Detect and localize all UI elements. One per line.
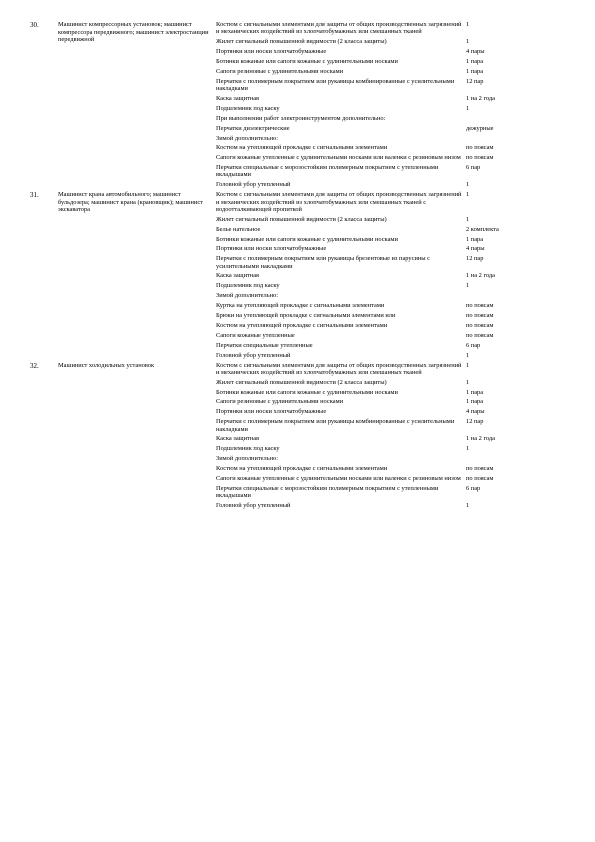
- ppe-item: [216, 362, 521, 377]
- table-row-30: [30, 21, 520, 191]
- ppe-item: [216, 255, 521, 270]
- ppe-item-name: Сапоги резиновые с удлинительными носками: [216, 398, 344, 406]
- ppe-item-quantity: по поясам: [466, 302, 494, 310]
- ppe-item-name: Каска защитная: [216, 272, 259, 280]
- ppe-item: [216, 379, 521, 386]
- ppe-item-quantity: 1: [466, 351, 470, 359]
- ppe-item-name: Костюм на утепляющей прокладке с сигнальными элементами: [216, 144, 388, 152]
- ppe-item-name: Жилет сигнальный повышенной видимости (2 класса защиты): [216, 215, 387, 223]
- ppe-item-name: Ботинки кожаные или сапоги кожаные с удлинительными носками: [216, 57, 398, 65]
- ppe-item-quantity: 1: [466, 215, 470, 223]
- ppe-item: [216, 48, 521, 55]
- ppe-item: [216, 312, 521, 319]
- ppe-item-quantity: 1: [466, 104, 470, 112]
- ppe-item-quantity: 4 пары: [466, 48, 485, 56]
- subheading-row: [216, 135, 521, 142]
- ppe-item: [216, 282, 521, 289]
- ppe-item-quantity: 1 на 2 года: [466, 272, 496, 280]
- ppe-item-quantity: 6 пар: [466, 484, 481, 492]
- subheading-text: Зимой дополнительно:: [216, 455, 279, 463]
- ppe-item: [216, 58, 521, 65]
- ppe-item: [216, 332, 521, 339]
- ppe-item-quantity: 1: [466, 191, 470, 199]
- ppe-item-quantity: по поясам: [466, 144, 494, 152]
- ppe-item: [216, 95, 521, 102]
- ppe-item-quantity: дежурные: [466, 124, 494, 132]
- ppe-item: [216, 342, 521, 349]
- subheading-row: [216, 455, 521, 462]
- ppe-item: [216, 322, 521, 329]
- ppe-item-name: Ботинки кожаные или сапоги кожаные с удлинительными носками: [216, 235, 398, 243]
- ppe-item: [216, 245, 521, 252]
- ppe-item-name: Костюм с сигнальными элементами для защиты от общих производственных загрязнений и механических воздействий из хлопчатобумажных или смешанных тканей: [216, 361, 462, 376]
- ppe-item-quantity: по поясам: [466, 321, 494, 329]
- ppe-item: [216, 272, 521, 279]
- ppe-norms-table: [30, 21, 520, 512]
- subheading-text: Зимой дополнительно:: [216, 134, 279, 142]
- ppe-item-list: [216, 191, 521, 361]
- ppe-item-name: Портянки или носки хлопчатобумажные: [216, 48, 327, 56]
- ppe-item-name: Сапоги кожаные утепленные: [216, 331, 295, 339]
- ppe-item: [216, 21, 521, 36]
- table-row-31: [30, 191, 520, 361]
- ppe-item-quantity: 1 пара: [466, 57, 484, 65]
- ppe-item: [216, 465, 521, 472]
- ppe-item-name: Перчатки с полимерным покрытием или рукавицы брезентовые из парусины с усилительными накладками: [216, 255, 431, 270]
- ppe-item: [216, 191, 521, 213]
- ppe-item: [216, 125, 521, 132]
- subheading-row: [216, 292, 521, 299]
- ppe-item-quantity: по поясам: [466, 475, 494, 482]
- ppe-item-name: Подшлемник под каску: [216, 445, 280, 453]
- ppe-item-list: [216, 21, 521, 191]
- ppe-item-name: Портянки или носки хлопчатобумажные: [216, 245, 327, 253]
- ppe-item-name: Подшлемник под каску: [216, 282, 280, 290]
- ppe-item-quantity: 1 на 2 года: [466, 94, 496, 102]
- ppe-item: [216, 78, 521, 93]
- ppe-item-name: Брюки на утепляющей прокладке с сигнальными элементами или: [216, 312, 396, 320]
- ppe-item-name: Сапоги резиновые с удлинительными носками: [216, 67, 344, 75]
- ppe-item: [216, 418, 521, 433]
- ppe-item: [216, 105, 521, 112]
- subheading-text: Зимой дополнительно:: [216, 292, 279, 300]
- ppe-item-quantity: 1 пара: [466, 398, 484, 406]
- subheading-row: [216, 115, 521, 122]
- ppe-item-quantity: 4 пары: [466, 408, 485, 416]
- ppe-item: [216, 38, 521, 45]
- ppe-item-name: Жилет сигнальный повышенной видимости (2 класса защиты): [216, 378, 387, 386]
- ppe-item-name: Портянки или носки хлопчатобумажные: [216, 408, 327, 416]
- ppe-item-quantity: 1: [466, 21, 470, 28]
- ppe-item-name: Головной убор утепленный: [216, 502, 291, 510]
- ppe-item-quantity: 1 пара: [466, 67, 484, 75]
- ppe-item-quantity: 1: [466, 282, 470, 290]
- ppe-item-quantity: 1: [466, 361, 470, 369]
- ppe-item: [216, 216, 521, 223]
- row-number: 32.: [30, 361, 39, 370]
- ppe-item-name: Костюм с сигнальными элементами для защиты от общих производственных загрязнений и механических воздействий из хлопчатобумажных или смешанных тканей с водоотталкивающей пропиткой: [216, 191, 462, 213]
- ppe-item-list: [216, 362, 521, 512]
- ppe-item-name: Куртка на утепляющей прокладке с сигнальными элементами: [216, 302, 385, 310]
- ppe-item-quantity: 1 на 2 года: [466, 435, 496, 443]
- ppe-item-name: Перчатки с полимерным покрытием или рукавицы комбинированные с усилительными накладками: [216, 77, 455, 93]
- row-number: 30.: [30, 21, 39, 29]
- ppe-item-name: Костюм на утепляющей прокладке с сигнальными элементами: [216, 465, 388, 473]
- ppe-item-name: Каска защитная: [216, 94, 259, 102]
- ppe-item-quantity: 1: [466, 38, 470, 46]
- ppe-item-quantity: 1: [466, 181, 470, 189]
- ppe-item-quantity: 12 пар: [466, 418, 484, 426]
- ppe-item-name: Белье нательное: [216, 225, 261, 233]
- table-row-32: [30, 362, 520, 512]
- ppe-item-quantity: по поясам: [466, 331, 494, 339]
- ppe-item-quantity: 12 пар: [466, 255, 484, 263]
- ppe-item-quantity: по поясам: [466, 154, 494, 162]
- ppe-item-quantity: по поясам: [466, 312, 494, 320]
- ppe-item-name: Подшлемник под каску: [216, 104, 280, 112]
- ppe-item: [216, 398, 521, 405]
- ppe-item-name: Перчатки специальные утепленные: [216, 341, 313, 349]
- ppe-item: [216, 389, 521, 396]
- ppe-item: [216, 408, 521, 415]
- profession-name: Машинист холодильных установок: [58, 361, 155, 369]
- ppe-item-name: Жилет сигнальный повышенной видимости (2 класса защиты): [216, 38, 387, 46]
- ppe-item-name: Костюм с сигнальными элементами для защиты от общих производственных загрязнений и механических воздействий из хлопчатобумажных или смешанных тканей: [216, 21, 462, 36]
- ppe-item-name: Ботинки кожаные или сапоги кожаные с удлинительными носками: [216, 388, 398, 396]
- profession-name: Машинист крана автомобильного; машинист бульдозера; машинист крана (крановщик); машинист экскаватора: [58, 191, 203, 214]
- ppe-item-quantity: 12 пар: [466, 77, 484, 85]
- ppe-item: [216, 352, 521, 359]
- ppe-item-quantity: 4 пары: [466, 245, 485, 253]
- ppe-item: [216, 475, 521, 482]
- ppe-item-quantity: 2 комплекта: [466, 225, 499, 233]
- ppe-item: [216, 154, 521, 161]
- ppe-item: [216, 236, 521, 243]
- ppe-item-name: Перчатки диэлектрические: [216, 124, 290, 132]
- subheading-text: При выполнении работ электроинструментом дополнительно:: [216, 114, 386, 122]
- ppe-item-quantity: 1: [466, 502, 470, 510]
- ppe-item-quantity: 6 пар: [466, 164, 481, 172]
- row-number: 31.: [30, 191, 39, 200]
- ppe-item-name: Головной убор утепленный: [216, 181, 291, 189]
- ppe-item: [216, 164, 521, 179]
- ppe-item-quantity: по поясам: [466, 465, 494, 473]
- ppe-item-quantity: 1: [466, 378, 470, 386]
- ppe-item-quantity: 1: [466, 445, 470, 453]
- ppe-item: [216, 226, 521, 233]
- ppe-item-name: Перчатки специальные с морозостойким полимерным покрытием с утепленными вкладышами: [216, 164, 439, 179]
- profession-name: Машинист компрессорных установок; машинист компрессора передвижного; машинист электростанции передвижной: [58, 21, 209, 43]
- ppe-item: [216, 181, 521, 188]
- ppe-item: [216, 68, 521, 75]
- ppe-item-name: Сапоги кожаные утепленные с удлинительными носками или валенки с резиновым низом: [216, 154, 461, 162]
- ppe-item-quantity: 1 пара: [466, 235, 484, 243]
- ppe-item-name: Перчатки специальные с морозостойким полимерным покрытием с утепленными вкладышами: [216, 484, 439, 500]
- ppe-item-name: Перчатки с полимерным покрытием или рукавицы комбинированные с усилительными накладками: [216, 418, 455, 433]
- ppe-item-name: Костюм на утепляющей прокладке с сигнальными элементами: [216, 321, 388, 329]
- ppe-item: [216, 502, 521, 509]
- ppe-item-name: Сапоги кожаные утепленные с удлинительными носками или валенки с резиновым низом: [216, 475, 461, 482]
- ppe-item: [216, 144, 521, 151]
- ppe-item: [216, 302, 521, 309]
- ppe-item: [216, 445, 521, 452]
- ppe-item-name: Каска защитная: [216, 435, 259, 443]
- ppe-item-quantity: 1 пара: [466, 388, 484, 396]
- ppe-item-quantity: 6 пар: [466, 341, 481, 349]
- ppe-item: [216, 435, 521, 442]
- ppe-item: [216, 485, 521, 500]
- ppe-item-name: Головной убор утепленный: [216, 351, 291, 359]
